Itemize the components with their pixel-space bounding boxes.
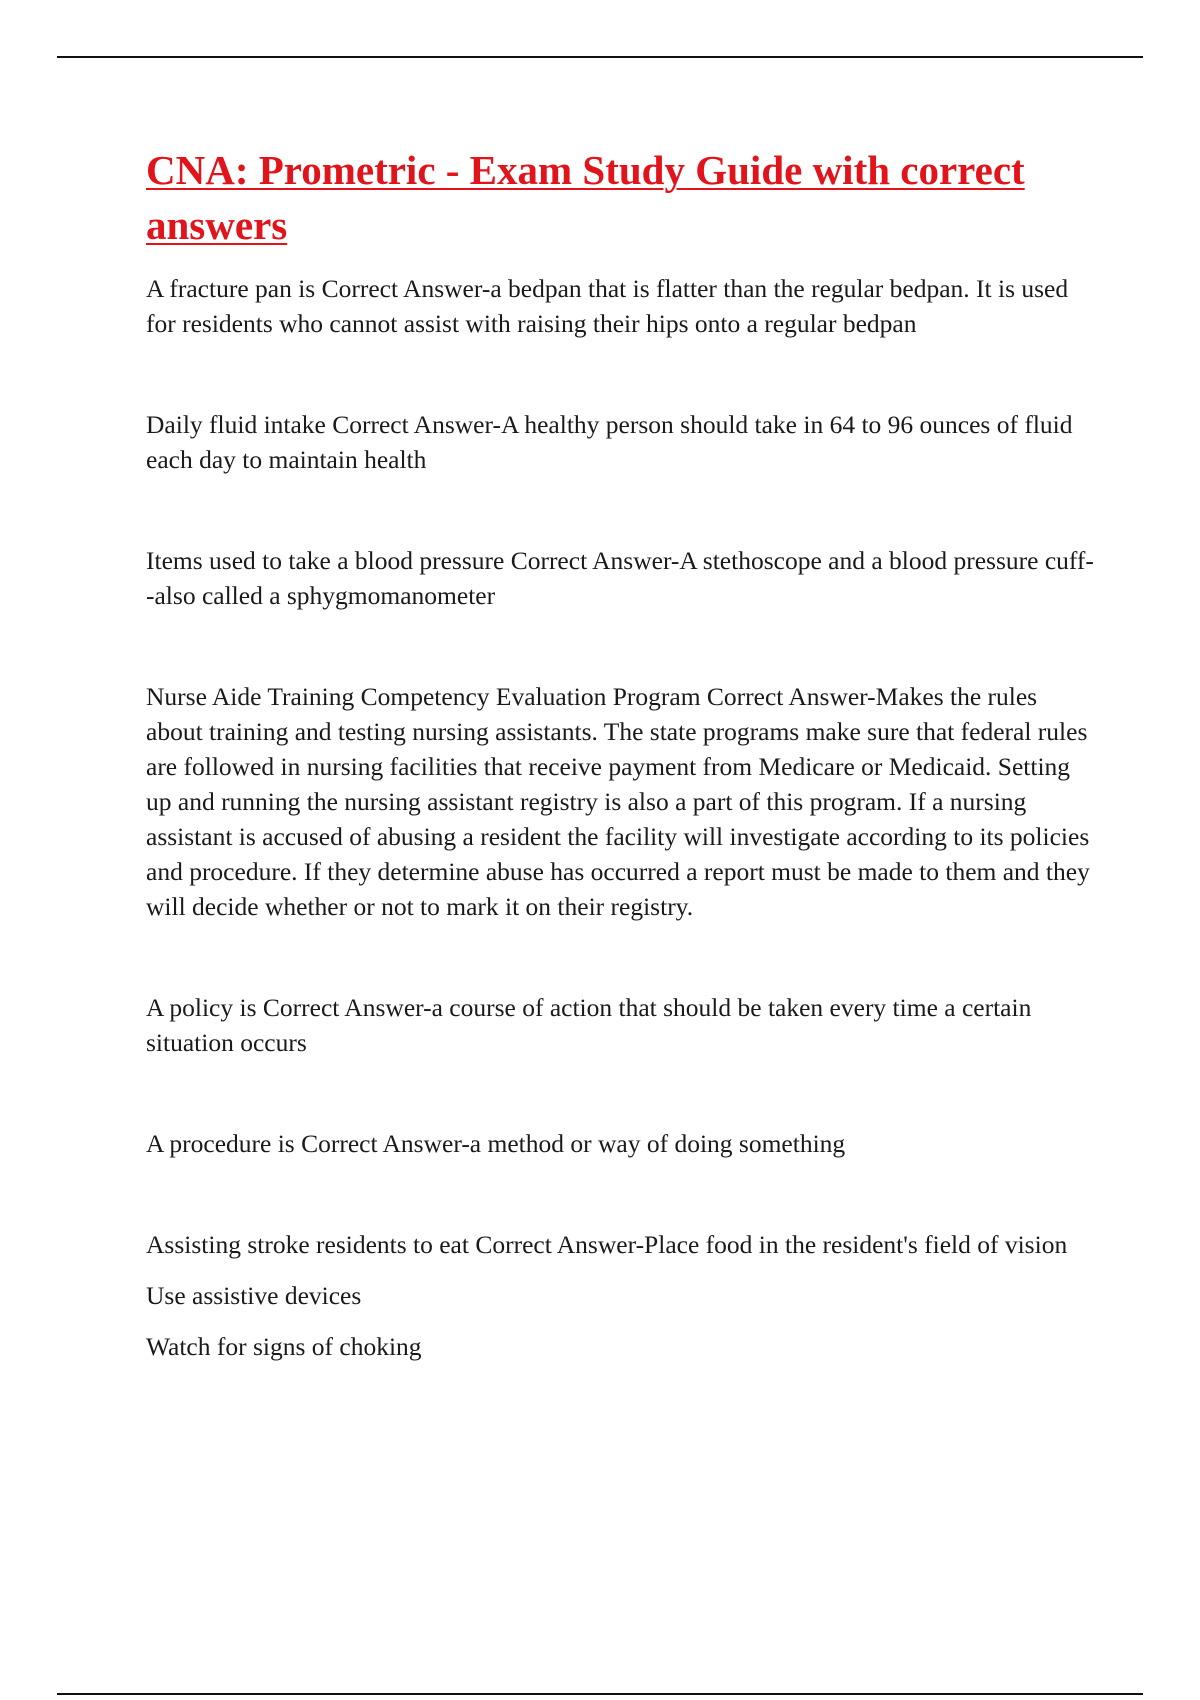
- qa-text: A fracture pan is Correct Answer-a bedpan that is flatter than the regular bedpan. It is used for residents who cannot assist with raising their hips onto a regular bedpan: [146, 274, 1069, 338]
- qa-text: Daily fluid intake Correct Answer-A healthy person should take in 64 to 96 ounces of fluid each day to maintain health: [146, 410, 1073, 474]
- qa-entry: [146, 543, 1096, 613]
- qa-text-line: Watch for signs of choking: [146, 1332, 422, 1361]
- qa-entry: [146, 1126, 1096, 1161]
- qa-entry: [146, 407, 1096, 477]
- qa-text: A procedure is Correct Answer-a method or way of doing something: [146, 1129, 846, 1158]
- qa-entry: [146, 271, 1096, 341]
- qa-entry: [146, 679, 1096, 924]
- bottom-rule: [57, 1693, 1143, 1695]
- qa-text: Assisting stroke residents to eat Correct Answer-Place food in the resident's field of vision: [146, 1230, 1068, 1259]
- qa-entry: [146, 990, 1096, 1060]
- qa-text: A policy is Correct Answer-a course of action that should be taken every time a certain situation occurs: [146, 993, 1032, 1057]
- top-rule: [57, 56, 1143, 58]
- qa-text: Nurse Aide Training Competency Evaluation Program Correct Answer-Makes the rules about training and testing nursing assistants. The state programs make sure that federal rules are followed in nursing facilities that receive payment from Medicare or Medicaid. Setting up and running the nursing assistant registry is also a part of this program. If a nursing assistant is accused of abusing a resident the facility will investigate according to its policies and procedure. If they determine abuse has occurred a report must be made to them and they will decide whether or not to mark it on their registry.: [146, 682, 1090, 921]
- qa-text: Items used to take a blood pressure Correct Answer-A stethoscope and a blood pressure cuff--also called a sphygmomanometer: [146, 546, 1094, 610]
- qa-entry: [146, 1227, 1096, 1364]
- document-title: CNA: Prometric - Exam Study Guide with correct answers: [146, 147, 1025, 248]
- qa-text-line: Use assistive devices: [146, 1281, 362, 1310]
- document-body: [146, 143, 1096, 1430]
